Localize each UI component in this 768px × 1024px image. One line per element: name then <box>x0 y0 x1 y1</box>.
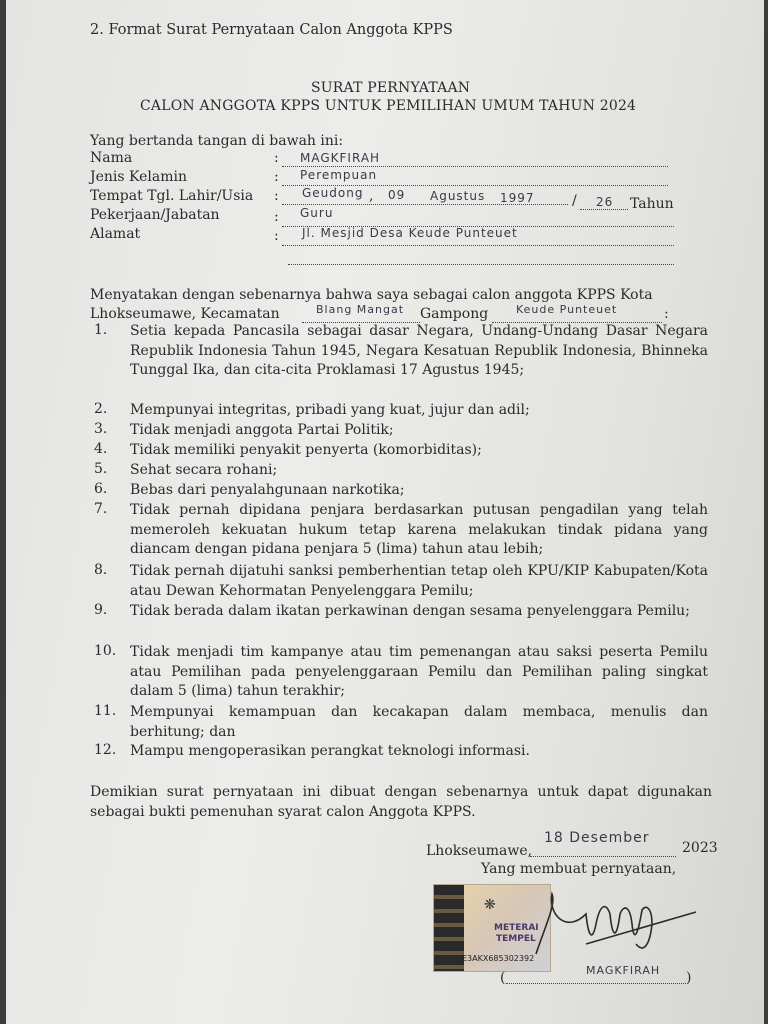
ttl-day: 09 <box>388 188 406 202</box>
dotted-line <box>530 856 676 857</box>
item-number: 9. <box>94 602 108 618</box>
ttl-age: 26 <box>596 195 614 209</box>
stamp-label-2: TEMPEL <box>496 934 536 944</box>
item-number: 11. <box>94 703 117 719</box>
pekerjaan-label: Pekerjaan/Jabatan <box>90 207 220 223</box>
closing-paragraph: Demikian surat pernyataan ini dibuat dengan sebenarnya untuk dapat digunakan sebagai bukti pemenuhan syarat calon Anggota KPPS. <box>90 784 712 820</box>
pekerjaan-value: Guru <box>300 206 334 220</box>
statement-line-1: Menyatakan dengan sebenarnya bahwa saya sebagai calon anggota KPPS Kota <box>90 287 653 303</box>
ttl-place: Geudong <box>302 186 364 200</box>
document-title: SURAT PERNYATAAN <box>311 80 471 96</box>
section-heading: 2. Format Surat Pernyataan Calon Anggota KPPS <box>90 22 453 38</box>
item-number: 8. <box>94 562 108 578</box>
item-number: 5. <box>94 461 108 477</box>
item-number: 6. <box>94 481 108 497</box>
kecamatan-value: Blang Mangat <box>316 303 405 316</box>
item-number: 4. <box>94 441 108 457</box>
jenis-kelamin-label: Jenis Kelamin <box>90 169 187 185</box>
list-item: Setia kepada Pancasila sebagai dasar Negara, Undang-Undang Dasar Negara Republik Indonesia Tahun 1945, Negara Kesatuan Republik Indonesia, Bhinneka Tunggal Ika, dan cita-cita Proklamasi 17 Agustus 1945; <box>130 323 708 378</box>
dotted-line <box>506 983 686 984</box>
alamat-label: Alamat <box>90 226 141 242</box>
item-number: 12. <box>94 742 117 758</box>
signer-name: MAGKFIRAH <box>586 964 661 977</box>
list-item: Tidak memiliki penyakit penyerta (komorbiditas); <box>130 442 482 458</box>
item-number: 1. <box>94 322 108 338</box>
ttl-label: Tempat Tgl. Lahir/Usia <box>90 188 254 204</box>
item-number: 10. <box>94 643 117 659</box>
signer-label: Yang membuat pernyataan, <box>481 861 677 877</box>
sign-place: Lhokseumawe, <box>426 843 533 859</box>
item-number: 7. <box>94 501 108 517</box>
list-item: Sehat secara rohani; <box>130 462 278 478</box>
bracket-close: ) <box>686 970 692 986</box>
list-item: Tidak menjadi anggota Partai Politik; <box>130 422 394 438</box>
dotted-line <box>580 209 628 210</box>
colon: : <box>274 169 279 185</box>
item-number: 2. <box>94 401 108 417</box>
list-item: Mempunyai kemampuan dan kecakapan dalam membaca, menulis dan berhitung; dan <box>130 704 708 740</box>
bracket-open: ( <box>500 970 506 986</box>
age-unit: Tahun <box>630 196 674 212</box>
slash-separator: / <box>572 193 577 209</box>
garuda-emblem-icon: ❋ <box>484 897 496 913</box>
nama-value: MAGKFIRAH <box>300 151 381 165</box>
nama-label: Nama <box>90 150 133 166</box>
colon: : <box>664 306 669 322</box>
dotted-line <box>282 245 674 246</box>
list-item: Tidak pernah dipidana penjara berdasarkan putusan pengadilan yang telah memeroleh kekuatan hukum tetap karena melakukan tindak pidana yang diancam dengan pidana penjara 5 (lima) tahun atau lebih; <box>130 502 708 557</box>
stamp-label-1: METERAI <box>494 923 539 933</box>
list-item: Tidak berada dalam ikatan perkawinan dengan sesama penyelenggara Pemilu; <box>130 603 690 619</box>
list-item: Tidak menjadi tim kampanye atau tim pemenangan atau saksi peserta Pemilu atau Pemilihan pada penyelenggaraan Pemilu dan Pemilihan paling singkat dalam 5 (lima) tahun terakhir; <box>130 644 708 699</box>
sign-day-month: 18 Desember <box>544 830 650 846</box>
colon: : <box>274 150 279 166</box>
colon: : <box>274 209 279 225</box>
list-item: Mempunyai integritas, pribadi yang kuat, jujur dan adil; <box>130 402 530 418</box>
ttl-month: Agustus <box>430 189 486 203</box>
comma-separator: , <box>369 188 374 204</box>
statement-gampong-label: Gampong <box>420 306 489 322</box>
dotted-line <box>282 166 668 167</box>
colon: : <box>274 188 279 204</box>
document-subtitle: CALON ANGGOTA KPPS UNTUK PEMILIHAN UMUM TAHUN 2024 <box>140 98 637 114</box>
alamat-value: Jl. Mesjid Desa Keude Punteuet <box>302 226 518 240</box>
gampong-value: Keude Punteuet <box>516 303 618 316</box>
stamp-security-strip <box>434 885 464 971</box>
sign-year: 2023 <box>682 840 718 856</box>
colon: : <box>274 228 279 244</box>
list-item: Bebas dari penyalahgunaan narkotika; <box>130 482 405 498</box>
statement-kecamatan-label: Lhokseumawe, Kecamatan <box>90 306 280 322</box>
jenis-kelamin-value: Perempuan <box>300 168 378 182</box>
stamp-serial: E3AKX685302392 <box>462 954 535 963</box>
list-item: Tidak pernah dijatuhi sanksi pemberhentian tetap oleh KPU/KIP Kabupaten/Kota atau Dewan Kehormatan Penyelenggara Pemilu; <box>130 563 708 599</box>
ttl-year: 1997 <box>500 191 535 205</box>
document-page <box>6 0 764 1024</box>
dotted-line <box>288 264 674 265</box>
intro-text: Yang bertanda tangan di bawah ini: <box>90 133 344 149</box>
item-number: 3. <box>94 421 108 437</box>
list-item: Mampu mengoperasikan perangkat teknologi informasi. <box>130 743 530 759</box>
